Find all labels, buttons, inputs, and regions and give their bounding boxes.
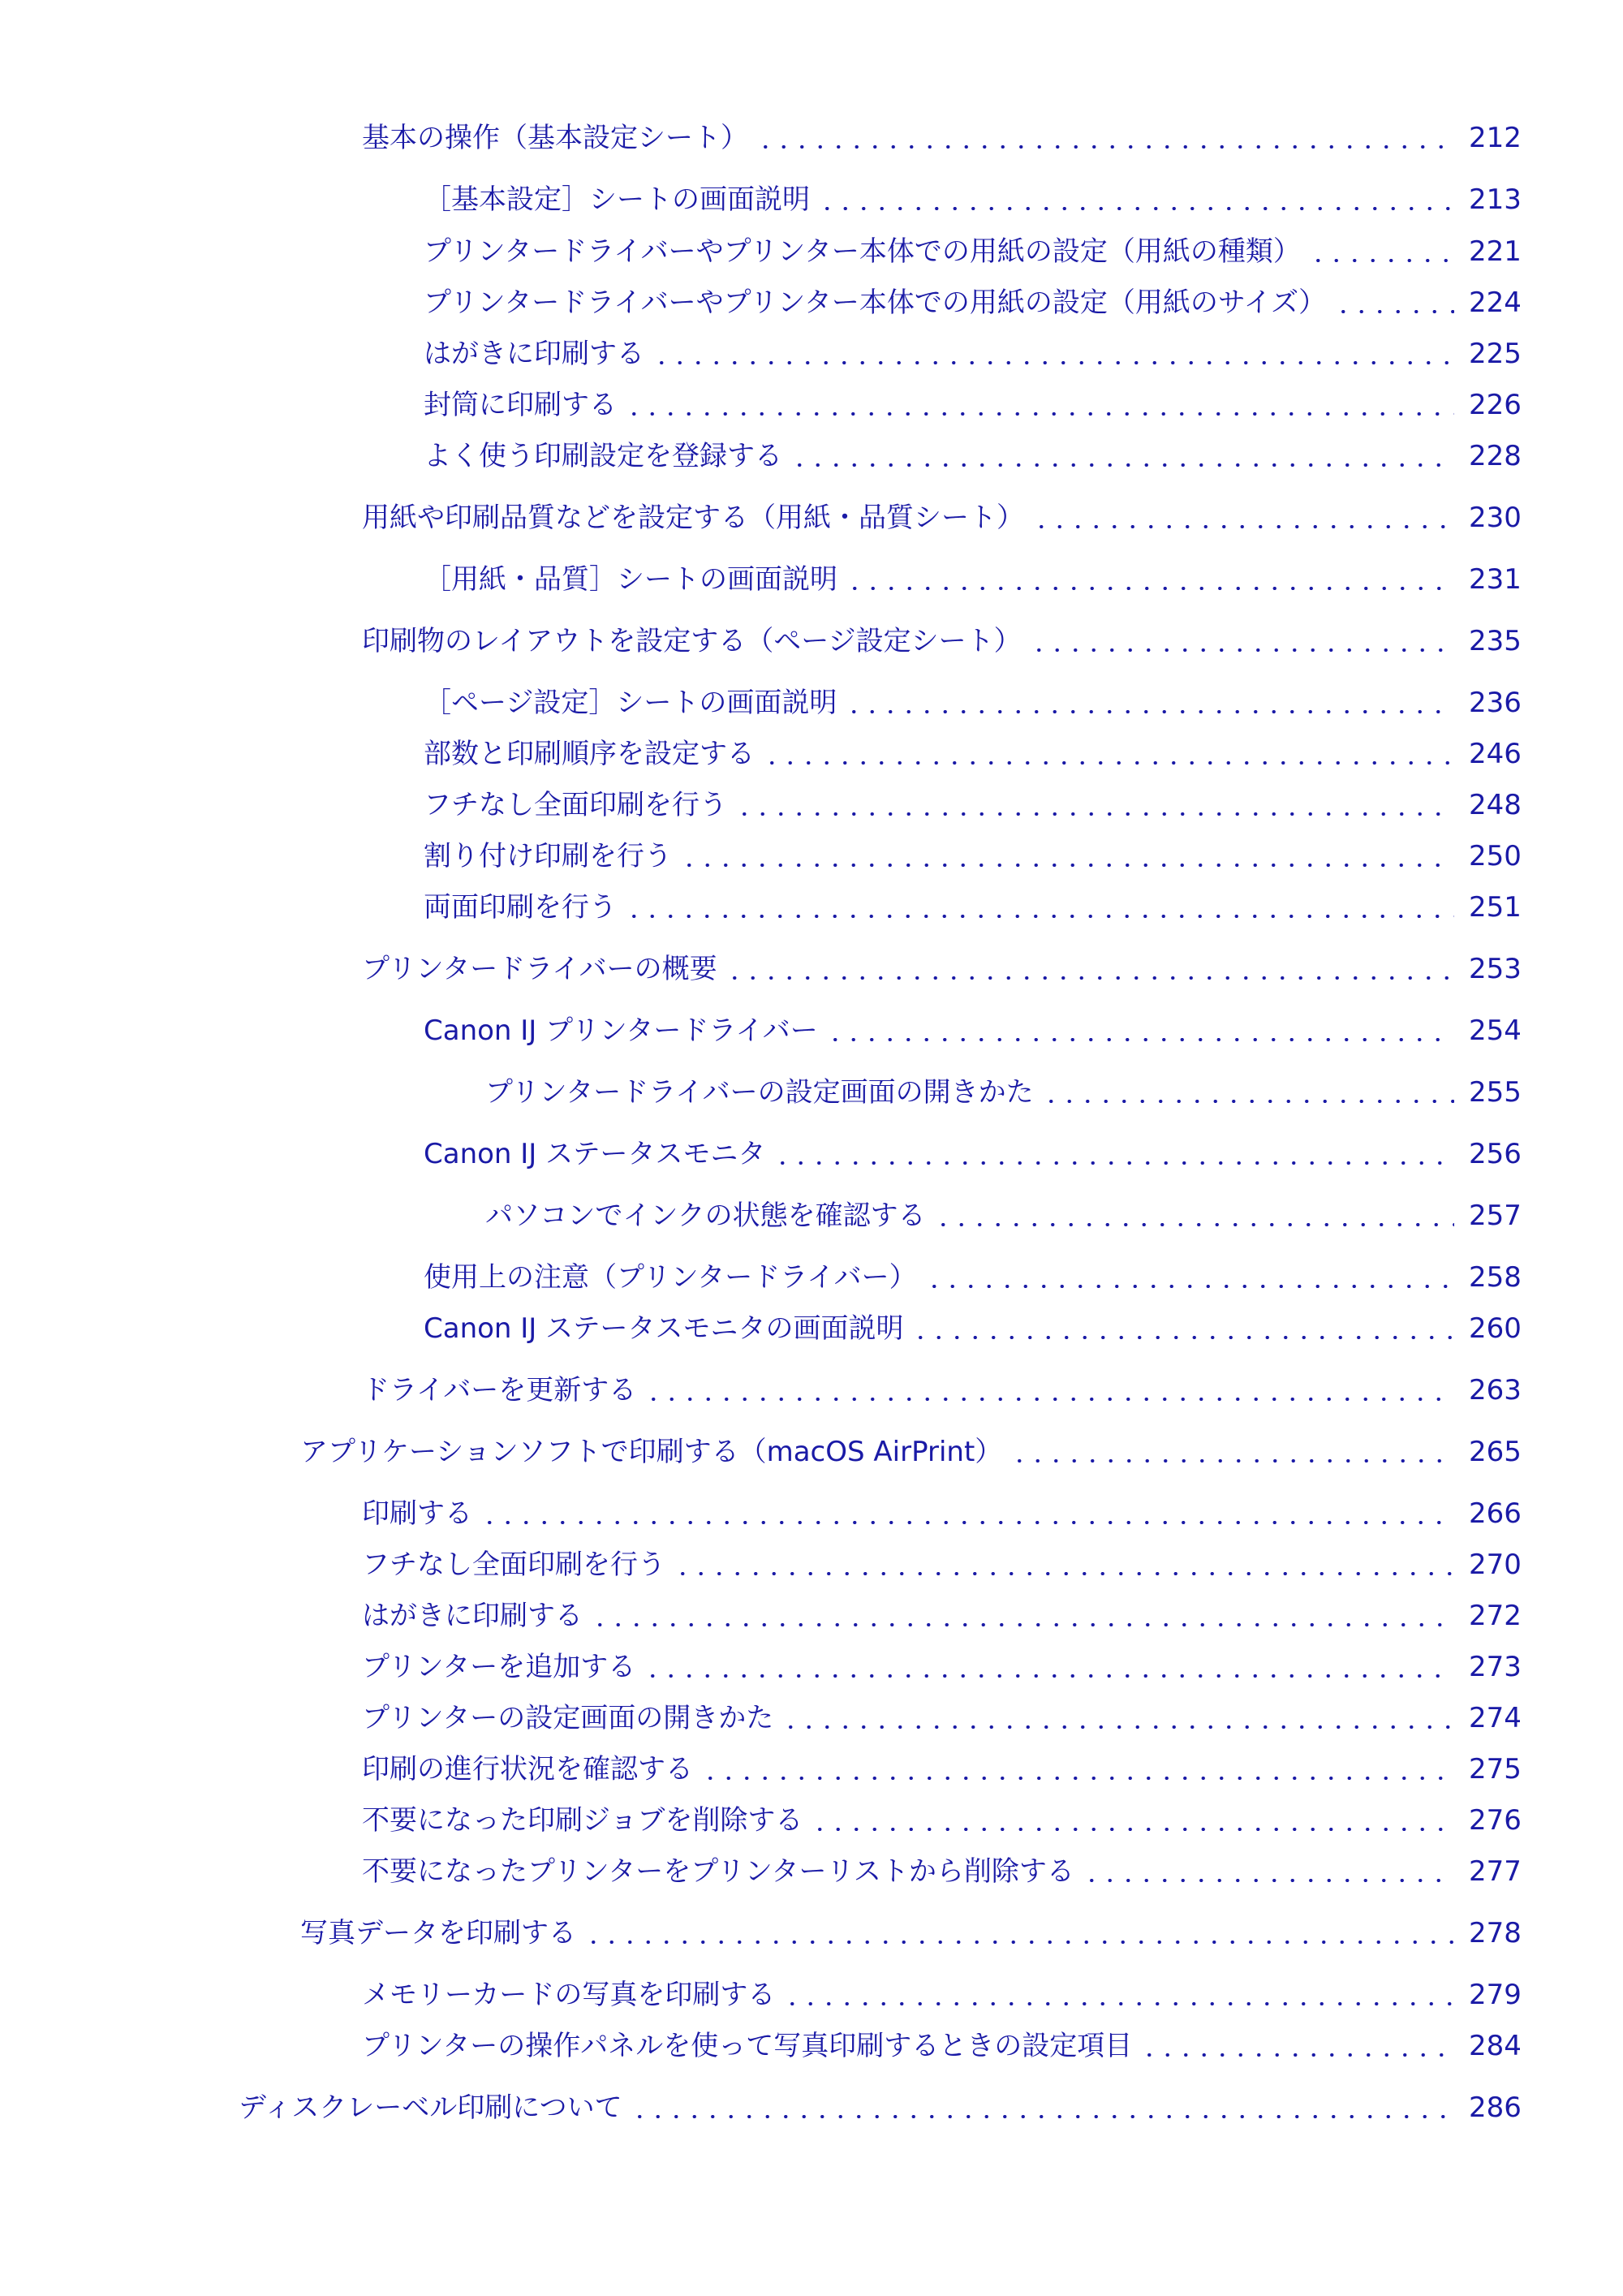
dot-leader — [1140, 2053, 1454, 2057]
toc-entry-page-number: 274 — [1469, 1702, 1522, 1734]
toc-entry-page-number: 226 — [1469, 389, 1522, 421]
toc-entry-title: 写真データを印刷する — [300, 1917, 576, 1949]
toc-entry-page-number: 279 — [1469, 1979, 1522, 2011]
dot-leader — [625, 915, 1454, 918]
toc-entry[interactable] — [424, 834, 1522, 879]
toc-entry-page-number: 275 — [1469, 1753, 1522, 1786]
dot-leader — [790, 463, 1454, 467]
dot-leader — [644, 1674, 1454, 1678]
dot-leader — [911, 1336, 1454, 1339]
toc-entry-page-number: 213 — [1469, 183, 1522, 216]
toc-entry-page-number: 284 — [1469, 2030, 1522, 2062]
toc-entry-page-number: 265 — [1469, 1436, 1522, 1468]
toc-entry-title: プリンタードライバーの設定画面の開きかた — [485, 1076, 1034, 1109]
toc-entry-page-number: 257 — [1469, 1200, 1522, 1232]
toc-entry-title: ［用紙・品質］シートの画面説明 — [424, 563, 837, 596]
dot-leader — [763, 761, 1454, 765]
dot-leader — [680, 864, 1454, 867]
toc-entry-page-number: 251 — [1469, 891, 1522, 924]
toc-entry-title: Canon IJ ステータスモニタの画面説明 — [424, 1312, 904, 1345]
toc-entry[interactable] — [485, 1070, 1522, 1115]
dot-leader — [1042, 1100, 1454, 1103]
toc-entry[interactable] — [362, 1368, 1522, 1413]
toc-entry-page-number: 246 — [1469, 738, 1522, 770]
dot-leader — [1334, 310, 1454, 313]
toc-entry[interactable] — [424, 177, 1522, 222]
toc-entry[interactable] — [300, 1429, 1522, 1475]
toc-entry-title: Canon IJ プリンタードライバー — [424, 1014, 818, 1047]
toc-entry-title: ［基本設定］シートの画面説明 — [424, 183, 810, 216]
toc-entry-page-number: 231 — [1469, 563, 1522, 596]
toc-entry-title: 部数と印刷順序を設定する — [424, 738, 755, 770]
toc-entry[interactable] — [362, 495, 1522, 541]
toc-entry-page-number: 266 — [1469, 1497, 1522, 1530]
toc-entry-title: 印刷する — [362, 1497, 472, 1530]
dot-leader — [735, 812, 1454, 816]
toc-entry-page-number: 255 — [1469, 1076, 1522, 1109]
toc-entry-title: ［ページ設定］シートの画面説明 — [424, 687, 837, 719]
dot-leader — [701, 1777, 1454, 1780]
toc-entry[interactable] — [424, 1131, 1522, 1177]
toc-entry-title: メモリーカードの写真を印刷する — [362, 1979, 776, 2011]
toc-entry[interactable] — [362, 1747, 1522, 1792]
toc-entry-page-number: 248 — [1469, 789, 1522, 821]
toc-entry[interactable] — [424, 731, 1522, 777]
dot-leader — [811, 1828, 1454, 1831]
toc-entry[interactable] — [424, 680, 1522, 726]
toc-entry-title: 用紙や印刷品質などを設定する（用紙・品質シート） — [362, 502, 1024, 534]
toc-entry[interactable] — [424, 1255, 1522, 1300]
toc-entry[interactable] — [424, 382, 1522, 428]
toc-entry[interactable] — [485, 1193, 1522, 1238]
toc-entry[interactable] — [362, 1849, 1522, 1894]
toc-entry-title: 不要になったプリンターをプリンターリストから削除する — [362, 1855, 1074, 1888]
toc-entry-title: 両面印刷を行う — [424, 891, 617, 924]
toc-entry-page-number: 230 — [1469, 502, 1522, 534]
dot-leader — [818, 207, 1454, 210]
dot-leader — [846, 587, 1454, 590]
dot-leader — [781, 1725, 1454, 1729]
toc-entry-page-number: 221 — [1469, 235, 1522, 268]
toc-entry-title: 封筒に印刷する — [424, 389, 617, 421]
toc-entry[interactable] — [362, 618, 1522, 664]
toc-entry-title: 印刷物のレイアウトを設定する（ページ設定シート） — [362, 625, 1022, 657]
toc-entry[interactable] — [362, 115, 1522, 161]
toc-entry[interactable] — [424, 782, 1522, 828]
dot-leader — [674, 1572, 1454, 1575]
toc-entry-page-number: 272 — [1469, 1600, 1522, 1632]
toc-entry-page-number: 276 — [1469, 1804, 1522, 1837]
toc-entry-title: 基本の操作（基本設定シート） — [362, 122, 748, 154]
toc-entry-page-number: 236 — [1469, 687, 1522, 719]
toc-entry-page-number: 260 — [1469, 1312, 1522, 1345]
dot-leader — [826, 1038, 1454, 1041]
toc-entry[interactable] — [362, 1593, 1522, 1639]
toc-entry-page-number: 286 — [1469, 2091, 1522, 2124]
dot-leader — [644, 1398, 1454, 1401]
toc-entry-title: はがきに印刷する — [362, 1600, 583, 1632]
toc-entry-page-number: 212 — [1469, 122, 1522, 154]
toc-entry-page-number: 256 — [1469, 1138, 1522, 1170]
toc-entry-title: プリンターを追加する — [362, 1651, 636, 1683]
toc-entry[interactable] — [362, 1798, 1522, 1843]
toc-entry[interactable] — [362, 1542, 1522, 1587]
toc-entry[interactable] — [362, 1644, 1522, 1690]
toc-entry[interactable] — [424, 280, 1522, 325]
toc-entry[interactable] — [424, 229, 1522, 274]
dot-leader — [480, 1521, 1454, 1524]
dot-leader — [591, 1623, 1454, 1626]
toc-entry-title: パソコンでインクの状態を確認する — [485, 1200, 926, 1232]
toc-entry-page-number: 263 — [1469, 1374, 1522, 1406]
dot-leader — [1030, 648, 1454, 652]
toc-entry[interactable] — [300, 1910, 1522, 1956]
toc-entry-title: フチなし全面印刷を行う — [362, 1549, 665, 1581]
toc-entry-title: よく使う印刷設定を登録する — [424, 440, 782, 472]
toc-entry-title: アプリケーションソフトで印刷する（macOS AirPrint） — [300, 1436, 1003, 1468]
dot-leader — [584, 1941, 1454, 1944]
toc-entry-page-number: 258 — [1469, 1261, 1522, 1294]
toc-entry-title: プリンタードライバーやプリンター本体での用紙の設定（用紙の種類） — [424, 235, 1301, 268]
toc-entry-page-number: 224 — [1469, 286, 1522, 319]
toc-entry-title: プリンターの設定画面の開きかた — [362, 1702, 774, 1734]
toc-entry-page-number: 273 — [1469, 1651, 1522, 1683]
dot-leader — [934, 1223, 1454, 1226]
toc-entry-title: フチなし全面印刷を行う — [424, 789, 727, 821]
dot-leader — [925, 1285, 1454, 1288]
dot-leader — [1010, 1459, 1454, 1462]
toc-entry-page-number: 277 — [1469, 1855, 1522, 1888]
toc-entry[interactable] — [424, 1008, 1522, 1053]
dot-leader — [625, 412, 1454, 416]
toc-entry[interactable] — [239, 2085, 1522, 2130]
toc-entry-page-number: 235 — [1469, 625, 1522, 657]
toc-entry[interactable] — [424, 1306, 1522, 1351]
toc-entry-title: はがきに印刷する — [424, 338, 644, 370]
toc-entry-title: 使用上の注意（プリンタードライバー） — [424, 1261, 917, 1294]
toc-entry-title: ドライバーを更新する — [362, 1374, 637, 1406]
toc-entry[interactable] — [362, 2023, 1522, 2069]
toc-entry-title: 印刷の進行状況を確認する — [362, 1753, 693, 1786]
dot-leader — [783, 2002, 1454, 2005]
toc-entry[interactable] — [362, 946, 1522, 992]
toc-entry-title: 割り付け印刷を行う — [424, 840, 672, 872]
toc-entry-page-number: 250 — [1469, 840, 1522, 872]
dot-leader — [652, 361, 1454, 364]
toc-entry-page-number: 228 — [1469, 440, 1522, 472]
toc-entry-title: プリンターの操作パネルを使って写真印刷するときの設定項目 — [362, 2030, 1133, 2062]
dot-leader — [773, 1161, 1454, 1165]
toc-entry-title: 不要になった印刷ジョブを削除する — [362, 1804, 803, 1837]
dot-leader — [1309, 259, 1454, 262]
toc-entry[interactable] — [424, 331, 1522, 377]
toc-entry-page-number: 270 — [1469, 1549, 1522, 1581]
toc-entry-page-number: 278 — [1469, 1917, 1522, 1949]
toc-entry-page-number: 225 — [1469, 338, 1522, 370]
toc-entry[interactable] — [362, 1695, 1522, 1741]
dot-leader — [725, 976, 1454, 980]
toc-entry-title: プリンタードライバーやプリンター本体での用紙の設定（用紙のサイズ） — [424, 286, 1327, 319]
dot-leader — [1032, 525, 1454, 528]
dot-leader — [845, 710, 1454, 713]
toc-entry[interactable] — [362, 1972, 1522, 2018]
toc-entry[interactable] — [362, 1491, 1522, 1536]
toc-entry-page-number: 253 — [1469, 953, 1522, 985]
toc-entry-title: ディスクレーベル印刷について — [239, 2091, 622, 2124]
toc-entry[interactable] — [424, 557, 1522, 602]
dot-leader — [1083, 1879, 1454, 1882]
toc-entry-title: Canon IJ ステータスモニタ — [424, 1138, 766, 1170]
toc-entry-page-number: 254 — [1469, 1014, 1522, 1047]
toc-entry-title: プリンタードライバーの概要 — [362, 953, 717, 985]
toc-entry[interactable] — [424, 885, 1522, 930]
dot-leader — [631, 2115, 1454, 2118]
toc-entry[interactable] — [424, 433, 1522, 479]
dot-leader — [756, 145, 1454, 149]
